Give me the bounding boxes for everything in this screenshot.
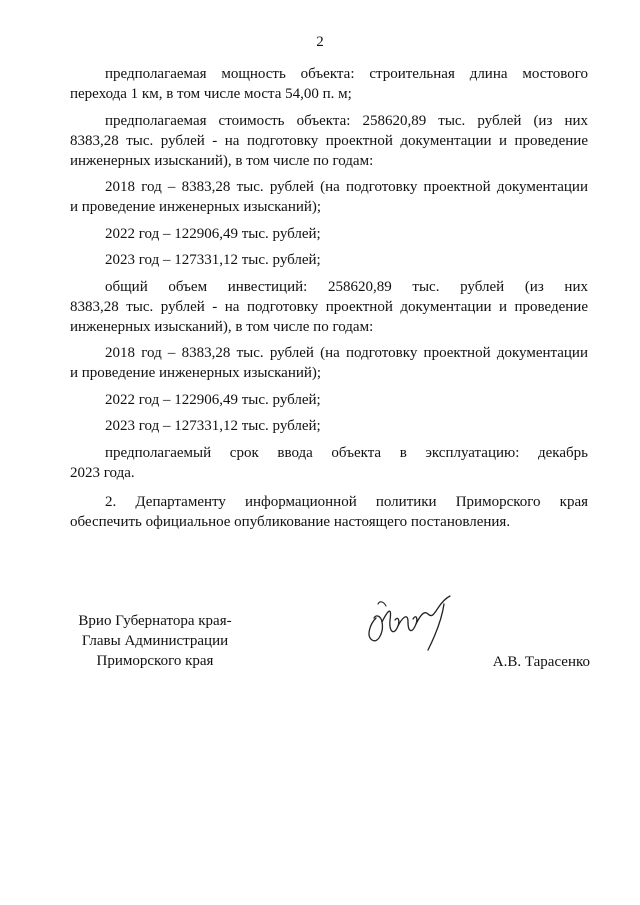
paragraph-capacity xyxy=(70,64,588,104)
paragraph-line: 2. Департаменту информационной политики Приморского края xyxy=(105,493,588,510)
signature-icon xyxy=(362,592,460,654)
paragraph-line: 2018 год – 8383,28 тыс. рублей (на подготовку проектной документации xyxy=(105,179,588,195)
document-body xyxy=(70,64,588,538)
paragraph-year-2018 xyxy=(70,177,588,217)
paragraph-investment xyxy=(70,277,588,337)
paragraph-continuation: 2023 года. xyxy=(70,464,135,481)
signatory-title-line: Главы Администрации xyxy=(81,633,229,649)
paragraph-line: предполагаемая мощность объекта: строительная длина мостового xyxy=(105,66,588,82)
paragraph-continuation: 8383,28 тыс. рублей - на подготовку проектной документации и проведение инженерных изысканий), в том числе по годам: xyxy=(70,132,588,169)
paragraph-investment-2022: 2022 год – 122906,49 тыс. рублей; xyxy=(105,391,321,408)
signatory-title-line: Приморского края xyxy=(96,653,214,669)
paragraph-line: 2018 год – 8383,28 тыс. рублей (на подготовку проектной документации xyxy=(105,345,588,361)
paragraph-continuation: и проведение инженерных изысканий); xyxy=(70,365,322,381)
paragraph-continuation: 8383,28 тыс. рублей - на подготовку проектной документации и проведение инженерных изысканий), в том числе по годам: xyxy=(70,298,588,335)
paragraph-line: общий объем инвестиций: 258620,89 тыс. рублей (из них xyxy=(105,278,588,295)
signer-name: А.В. Тарасенко xyxy=(492,654,590,670)
paragraph-publication xyxy=(70,492,588,532)
paragraph-investment-2023: 2023 год – 127331,12 тыс. рублей; xyxy=(105,418,321,434)
paragraph-investment-2018 xyxy=(70,343,588,383)
paragraph-line: предполагаемый срок ввода объекта в эксплуатацию: декабрь xyxy=(105,444,588,461)
paragraph-line: предполагаемая стоимость объекта: 258620,89 тыс. рублей (из них xyxy=(105,112,588,129)
paragraph-commissioning xyxy=(70,443,588,483)
paragraph-continuation: перехода 1 км, в том числе моста 54,00 п. м; xyxy=(70,86,352,102)
signatory-title-line: Врио Губернатора края- xyxy=(78,613,232,629)
signatory-title xyxy=(60,611,250,671)
paragraph-cost xyxy=(70,111,588,171)
paragraph-year-2022: 2022 год – 122906,49 тыс. рублей; xyxy=(105,225,321,242)
paragraph-continuation: обеспечить официальное опубликование настоящего постановления. xyxy=(70,513,511,530)
page-number: 2 xyxy=(316,34,324,50)
paragraph-year-2023: 2023 год – 127331,12 тыс. рублей; xyxy=(105,252,321,268)
paragraph-continuation: и проведение инженерных изысканий); xyxy=(70,199,322,215)
